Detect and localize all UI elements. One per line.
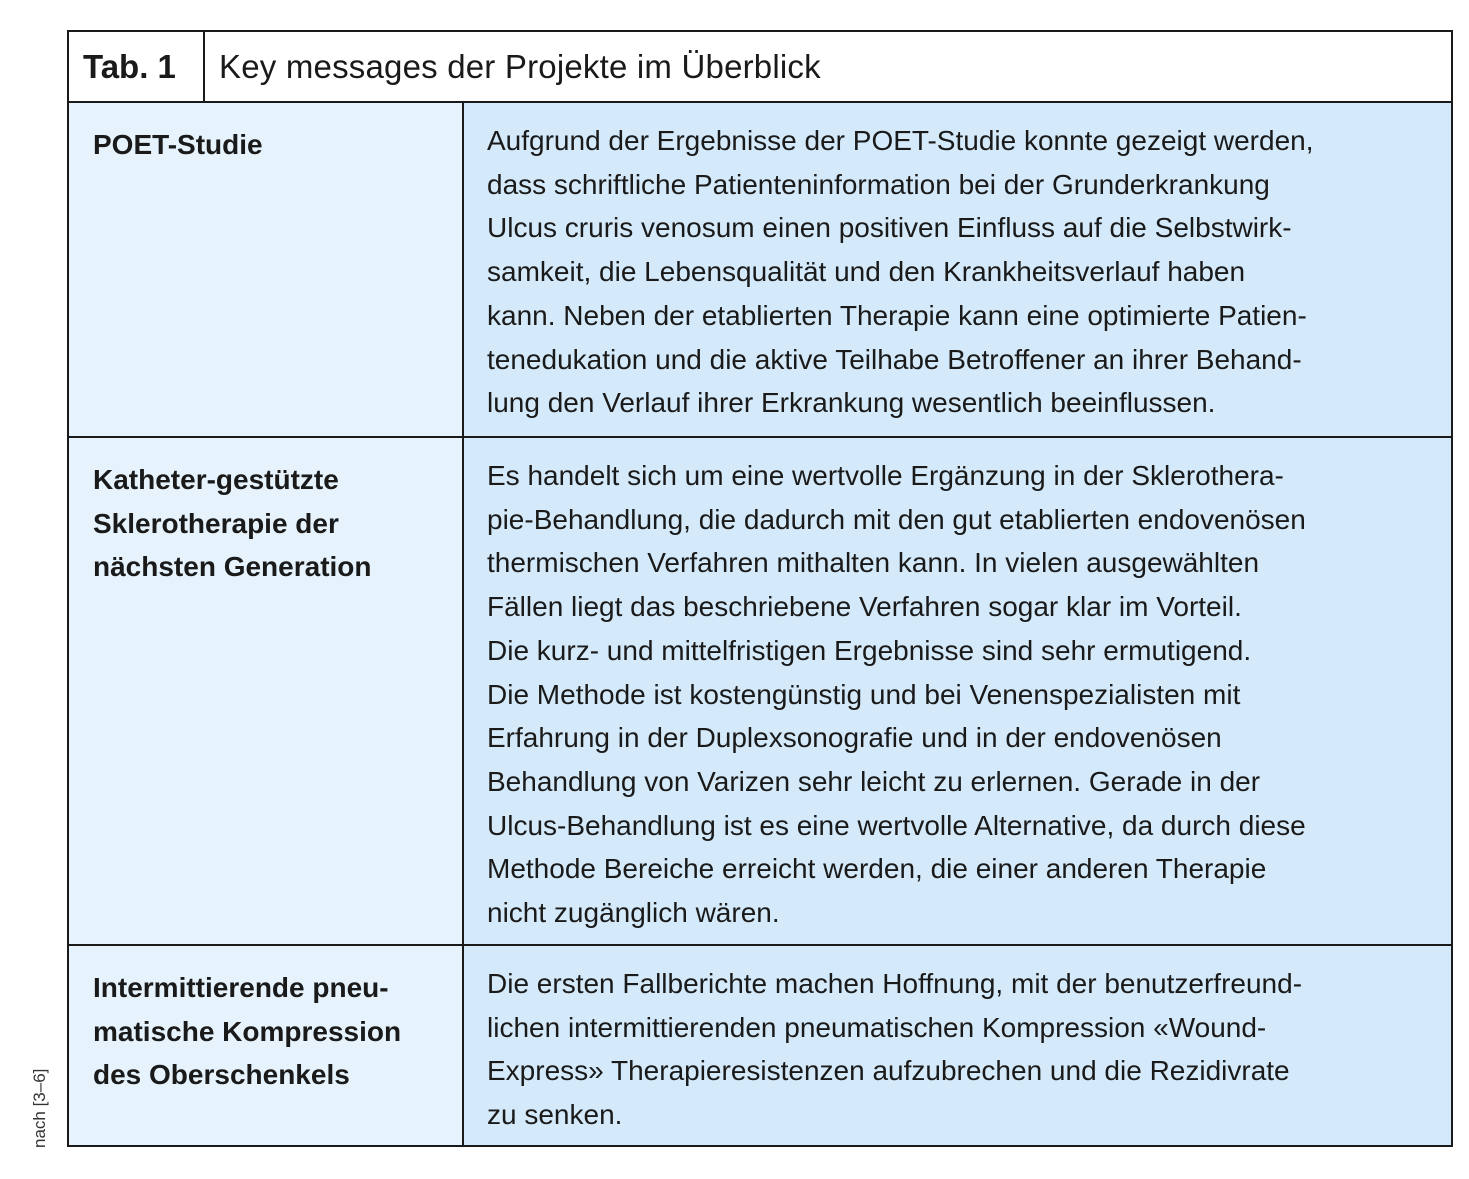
row-text-line: Ulcus-Behandlung ist es eine wertvolle Alternative, da durch diese xyxy=(487,809,1306,841)
row-heading xyxy=(69,103,464,436)
row-text-line: samkeit, die Lebensqualität und den Krankheitsverlauf haben xyxy=(487,256,1246,288)
row-text-line: lichen intermittierenden pneumatischen Kompression «Wound- xyxy=(487,1011,1267,1043)
source-note: nach [3–6] xyxy=(30,1068,49,1148)
row-text-line: tenedukation und die aktive Teilhabe Betroffener an ihrer Behand- xyxy=(487,343,1302,375)
table-row xyxy=(69,103,1451,438)
table-header xyxy=(69,32,1451,103)
table-row xyxy=(69,946,1451,1145)
row-text-line: Die Methode ist kostengünstig und bei Venenspezialisten mit xyxy=(487,678,1241,710)
row-heading-line: Sklerotherapie der xyxy=(93,507,339,539)
row-text-line: nicht zugänglich wären. xyxy=(487,897,780,929)
row-text-line: thermischen Verfahren mithalten kann. In vielen ausgewählten xyxy=(487,547,1260,579)
key-messages-table xyxy=(67,30,1453,1147)
row-text-line: dass schriftliche Patienteninformation bei der Grunderkrankung xyxy=(487,168,1270,200)
row-text-line: Express» Therapieresistenzen aufzubrechen und die Rezidivrate xyxy=(487,1055,1290,1087)
row-text-line: Die kurz- und mittelfristigen Ergebnisse sind sehr ermutigend. xyxy=(487,634,1252,666)
row-heading-line: nächsten Generation xyxy=(93,551,372,583)
row-text-line: zu senken. xyxy=(487,1099,623,1131)
row-text-line: pie-Behandlung, die dadurch mit den gut etablierten endovenösen xyxy=(487,503,1306,535)
row-text-line: Es handelt sich um eine wertvolle Ergänzung in der Sklerothera- xyxy=(487,460,1284,491)
row-text-line: Erfahrung in der Duplexsonografie und in der endovenösen xyxy=(487,722,1222,754)
row-heading-line: Intermittierende pneu- xyxy=(93,972,389,1003)
row-text-line: Methode Bereiche erreicht werden, die einer anderen Therapie xyxy=(487,853,1267,885)
row-text-line: lung den Verlauf ihrer Erkrankung wesentlich beeinflussen. xyxy=(487,387,1216,419)
row-heading-line: matische Kompression xyxy=(93,1015,402,1047)
row-text-line: Aufgrund der Ergebnisse der POET-Studie konnte gezeigt werden, xyxy=(487,125,1314,156)
row-text-line: Ulcus cruris venosum einen positiven Einfluss auf die Selbstwirk- xyxy=(487,212,1292,244)
row-text xyxy=(464,946,1451,1145)
row-heading-line: des Oberschenkels xyxy=(93,1059,350,1091)
table-title: Key messages der Projekte im Überblick xyxy=(219,48,821,85)
row-heading xyxy=(69,946,464,1145)
table-number: Tab. 1 xyxy=(69,32,205,101)
row-heading xyxy=(69,438,464,944)
row-text-line: kann. Neben der etablierten Therapie kann eine optimierte Patien- xyxy=(487,299,1307,331)
row-text-line: Fällen liegt das beschriebene Verfahren sogar klar im Vorteil. xyxy=(487,591,1242,623)
table-row xyxy=(69,438,1451,946)
row-text-line: Die ersten Fallberichte machen Hoffnung, mit der benutzerfreund- xyxy=(487,968,1303,999)
row-text xyxy=(464,103,1451,436)
row-text-line: Behandlung von Varizen sehr leicht zu erlernen. Gerade in der xyxy=(487,765,1261,797)
row-heading-line: Katheter-gestützte xyxy=(93,464,339,495)
row-heading-line: POET-Studie xyxy=(93,129,263,160)
row-text xyxy=(464,438,1451,944)
